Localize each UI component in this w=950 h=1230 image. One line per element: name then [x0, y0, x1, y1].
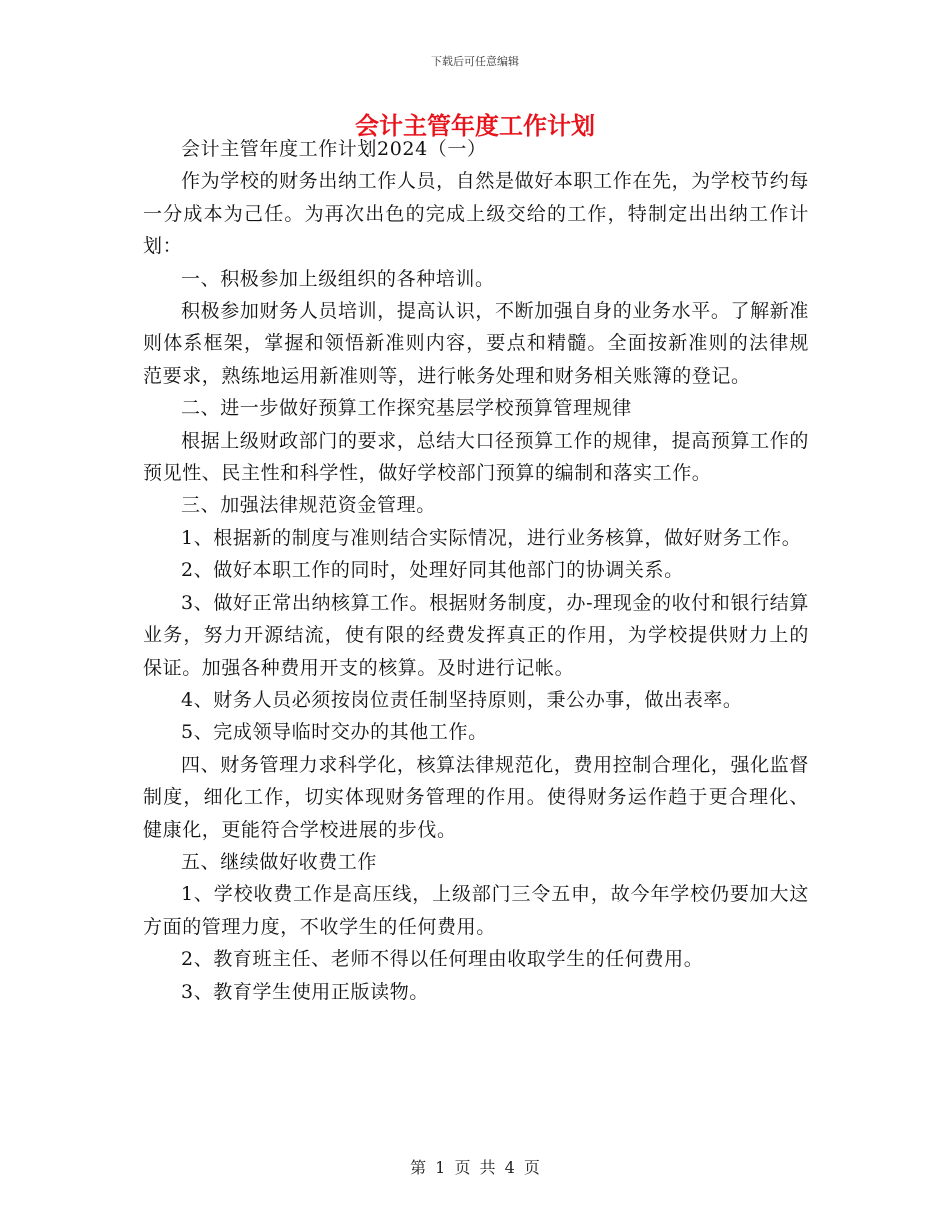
list-item: 5、完成领导临时交办的其他工作。: [181, 721, 488, 744]
list-item: 1、学校收费工作是高压线，上级部门三令五申，故今年学校仍要加大这方面的管理力度，不收学生的任何费用。: [143, 883, 809, 938]
section-heading-3: 三、加强法律规范资金管理。: [181, 494, 436, 517]
list-item: 4、财务人员必须按岗位责任制坚持原则，秉公办事，做出表率。: [181, 688, 743, 711]
section-heading-5: 五、继续做好收费工作: [181, 850, 378, 873]
section-heading-2: 二、进一步做好预算工作探究基层学校预算管理规律: [181, 397, 632, 420]
paragraph-intro: 作为学校的财务出纳工作人员，自然是做好本职工作在先，为学校节约每一分成本为己任。为再次出色的完成上级交给的工作，特制定出出纳工作计划：: [143, 170, 809, 258]
list-item: 1、根据新的制度与准则结合实际情况，进行业务核算，做好财务工作。: [181, 526, 802, 549]
list-item: 2、做好本职工作的同时，处理好同其他部门的协调关系。: [181, 559, 684, 582]
section-heading-4: 四、财务管理力求科学化，核算法律规范化，费用控制合理化，强化监督制度，细化工作，切实体现财务管理的作用。使得财务运作趋于更合理化、健康化，更能符合学校进展的步伐。: [143, 753, 809, 841]
paragraph-subtitle: 会计主管年度工作计划2024（一）: [181, 138, 487, 160]
list-item: 3、教育学生使用正版读物。: [181, 980, 429, 1003]
list-item: 2、教育班主任、老师不得以任何理由收取学生的任何费用。: [181, 948, 704, 971]
paragraph: 积极参加财务人员培训，提高认识，不断加强自身的业务水平。了解新准则体系框架，掌握和领悟新准则内容，要点和精髓。全面按新准则的法律规范要求，熟练地运用新准则等，进行帐务处理和财务相关账簿的登记。: [143, 300, 809, 387]
document-title: 会计主管年度工作计划: [355, 111, 595, 140]
paragraph: 根据上级财政部门的要求，总结大口径预算工作的规律，提高预算工作的预见性、民主性和科学性，做好学校部门预算的编制和落实工作。: [143, 429, 809, 485]
page-header-note: 下载后可任意编辑: [431, 55, 519, 68]
section-heading-1: 一、积极参加上级组织的各种培训。: [181, 267, 495, 290]
list-item: 3、做好正常出纳核算工作。根据财务制度，办-理现金的收付和银行结算业务，努力开源结流，使有限的经费发挥真正的作用，为学校提供财力上的保证。加强各种费用开支的核算。及时进行记帐。: [143, 591, 809, 679]
document-body: [143, 133, 809, 1008]
page-footer: 第 1 页 共 4 页: [410, 1158, 540, 1177]
